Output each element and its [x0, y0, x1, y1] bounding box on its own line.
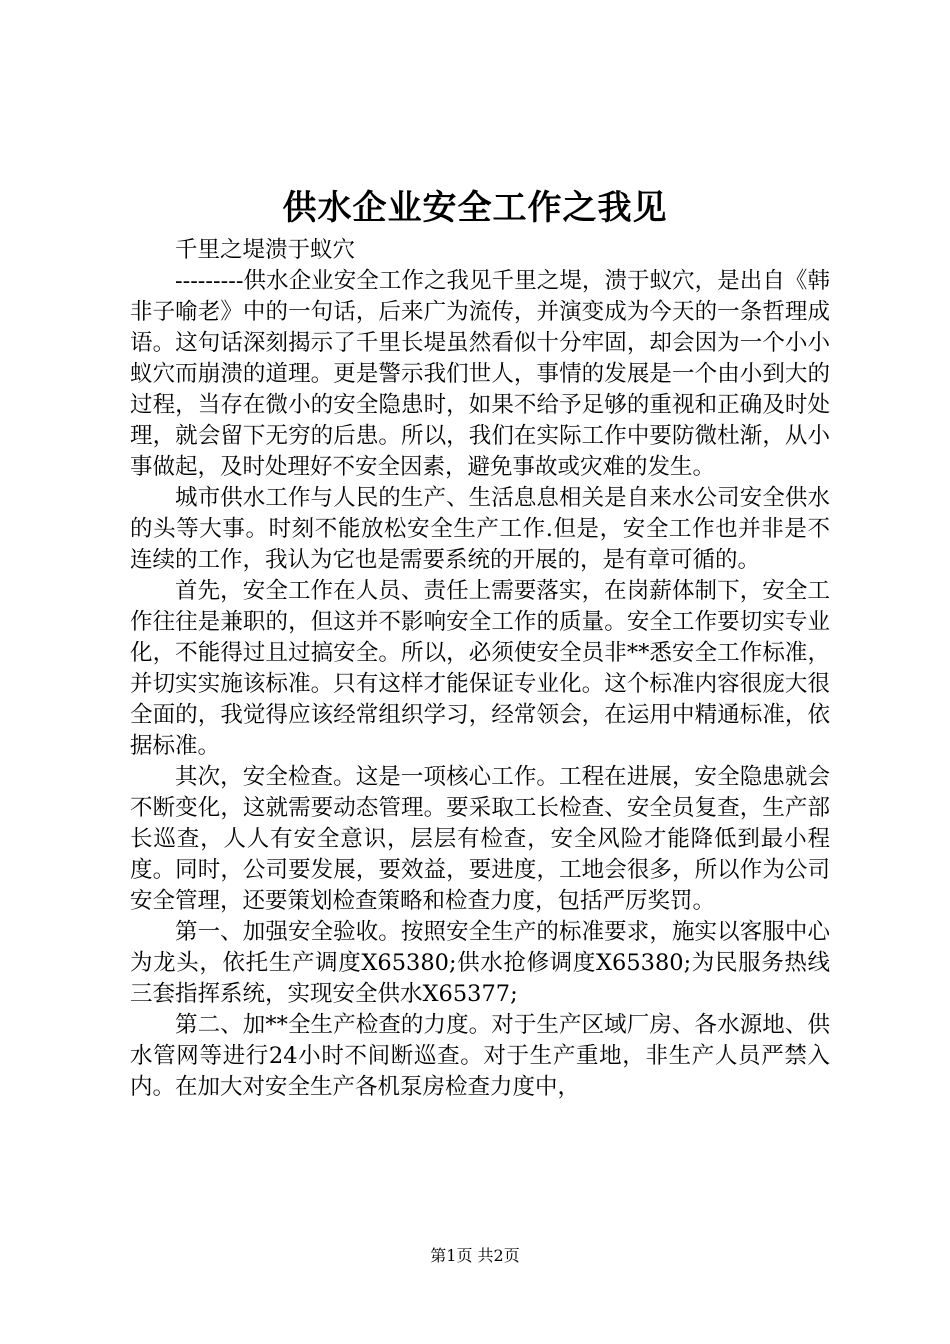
paragraph-subtitle: 千里之堤溃于蚁穴 [175, 237, 356, 263]
paragraph: ---------供水企业安全工作之我见千里之堤，溃于蚁穴，是出自《韩非子喻老》中的一句话，后来广为流传，并演变成为今天的一条哲理成语。这句话深刻揭示了千里长堤虽然看似十分牢固，却会因为一个小小蚁穴而崩溃的道理。更是警示我们世人，事情的发展是一个由小到大的过程，当存在微小的安全隐患时，如果不给予足够的重视和正确及时处理，就会留下无穷的后患。所以，我们在实际工作中要防微杜渐，从小事做起，及时处理好不安全因素，避免事故或灾难的发生。 [130, 268, 830, 480]
document-body [130, 235, 830, 1103]
page-number-footer: 第1页 共2页 [430, 1246, 520, 1265]
paragraph: 首先，安全工作在人员、责任上需要落实，在岗薪体制下，安全工作往往是兼职的，但这并不影响安全工作的质量。安全工作要切实专业化，不能得过且过搞安全。所以，必须使安全员非**悉安全工作标准，并切实实施该标准。只有这样才能保证专业化。这个标准内容很庞大很全面的，我觉得应该经常组织学习，经常领会，在运用中精通标准，依据标准。 [130, 578, 830, 759]
paragraph: 第一、加强安全验收。按照安全生产的标准要求，施实以客服中心为龙头，依托生产调度X65380;供水抢修调度X65380;为民服务热线三套指挥系统，实现安全供水X65377; [130, 919, 830, 1007]
paragraph: 城市供水工作与人民的生产、生活息息相关是自来水公司安全供水的头等大事。时刻不能放松安全生产工作.但是，安全工作也并非是不连续的工作，我认为它也是需要系统的开展的，是有章可循的。 [130, 485, 830, 573]
paragraph: 其次，安全检查。这是一项核心工作。工程在进展，安全隐患就会不断变化，这就需要动态管理。要采取工长检查、安全员复查，生产部长巡查，人人有安全意识，层层有检查，安全风险才能降低到最小程度。同时，公司要发展，要效益，要进度，工地会很多，所以作为公司安全管理，还要策划检查策略和检查力度，包括严厉奖罚。 [130, 764, 830, 914]
document-title: 供水企业安全工作之我见 [282, 188, 668, 228]
paragraph: 第二、加**全生产检查的力度。对于生产区域厂房、各水源地、供水管网等进行24小时不间断巡查。对于生产重地，非生产人员严禁入内。在加大对安全生产各机泵房检查力度中， [130, 1012, 830, 1100]
